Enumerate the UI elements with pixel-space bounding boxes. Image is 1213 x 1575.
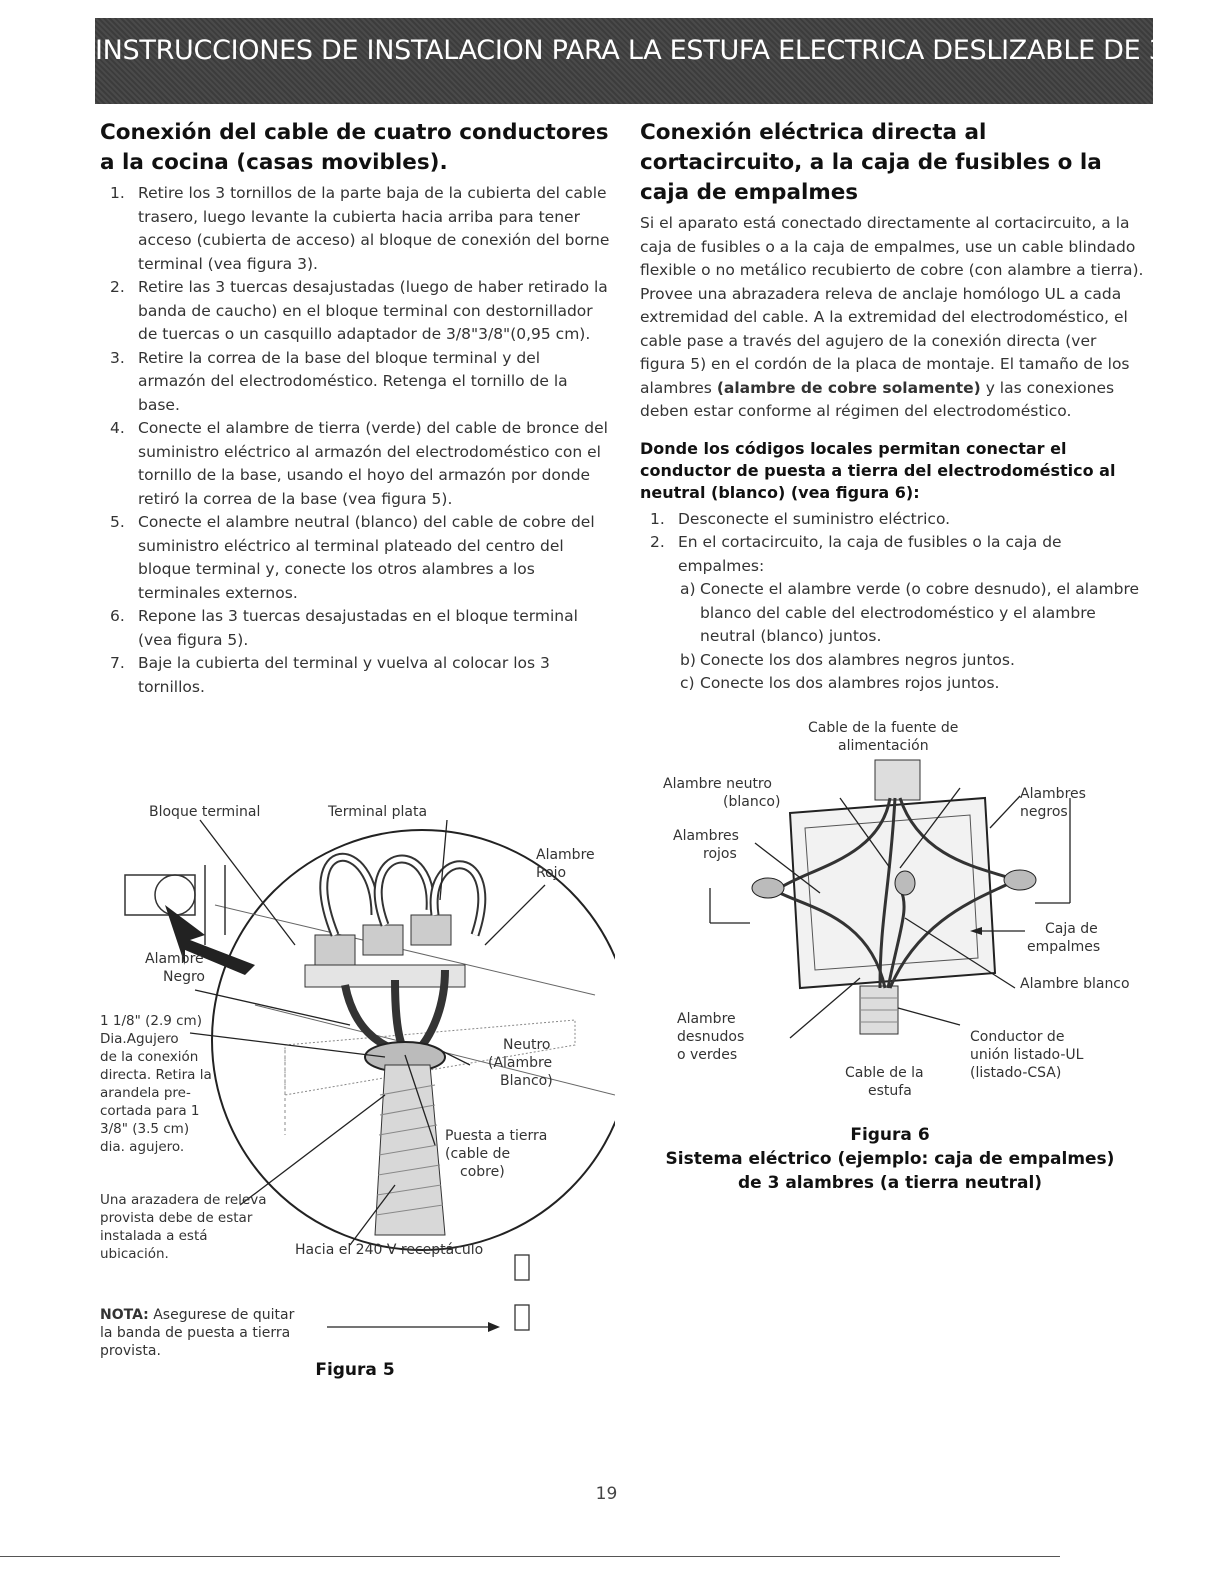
label-alambre-neutro-2: (blanco) [723, 794, 781, 810]
label-bloque-terminal: Bloque terminal [149, 804, 261, 820]
figure-6-caption-1: Figura 6 [850, 1125, 930, 1145]
label-conductor-union: Conductor de [970, 1029, 1065, 1045]
page-number: 19 [595, 1484, 618, 1504]
label-alambre-blanco: Alambre blanco [1020, 976, 1130, 992]
label-agujero-5: arandela pre- [100, 1085, 191, 1101]
list-item-number: c) [680, 674, 695, 692]
label-neutro-3: Blanco) [500, 1073, 553, 1089]
label-alambres-negros-2: negros [1020, 804, 1068, 820]
nota-line-1 [100, 1307, 294, 1324]
list-item [100, 652, 610, 699]
label-puesta-tierra: Puesta a tierra [445, 1128, 548, 1144]
label-alambres-rojos-2: rojos [703, 846, 737, 862]
label-arazadera-1: Una arazadera de releva [100, 1192, 267, 1208]
list-item-number: 1. [110, 184, 125, 202]
list-item-text: Retire la correa de la base del bloque terminal y del armazón del electrodoméstico. Retenga el tornillo de la base. [138, 348, 568, 414]
label-agujero-7: 3/8" (3.5 cm) [100, 1121, 190, 1137]
figure-6-caption-2: Sistema eléctrico (ejemplo: caja de empalmes) [665, 1149, 1115, 1169]
label-conductor-union-3: (listado-CSA) [970, 1065, 1062, 1081]
list-item-text: Retire las 3 tuercas desajustadas (luego de haber retirado la banda de caucho) en el bloque terminal con destornillador de tuercas o un casquillo adaptador de 3/8"3/8"(0,95 cm). [138, 278, 608, 343]
list-item [640, 508, 1145, 532]
label-cable-estufa: Cable de la [845, 1065, 924, 1081]
figure-6-caption-3: de 3 alambres (a tierra neutral) [737, 1173, 1043, 1193]
list-item-number: b) [680, 650, 696, 669]
list-item-text: Retire los 3 tornillos de la parte baja de la cubierta del cable trasero, luego levante la cubierta hacia arriba para tener acceso (cubierta de acceso) al bloque de conexión del borne terminal (vea figura 3). [138, 184, 610, 273]
left-column [100, 118, 610, 699]
list-item-number: 2. [650, 533, 665, 551]
label-agujero-4: directa. Retira la [100, 1067, 212, 1083]
list-item-text: Conecte el alambre de tierra (verde) del cable de bronce del suministro eléctrico al armazón del electrodoméstico con el tornillo de la base, usando el hoyo del armazón por donde retiró la correa de la base (vea figura 5). [138, 419, 608, 508]
list-item-text: Baje la cubierta del terminal y vuelva al colocar los 3 tornillos. [138, 654, 550, 696]
list-item [640, 672, 1145, 696]
list-item [100, 182, 610, 276]
label-caja-empalmes-2: empalmes [1027, 939, 1101, 955]
label-alambre-desnudos: Alambre [677, 1011, 736, 1027]
list-item-text: Conecte los dos alambres rojos juntos. [700, 674, 1000, 692]
list-item-number: 7. [110, 654, 125, 672]
label-agujero-8: dia. agujero. [100, 1139, 185, 1155]
right-subheading: Donde los códigos locales permitan conectar el conductor de puesta a tierra del electrodoméstico al neutral (blanco) (vea figura 6): [640, 438, 1116, 502]
label-alambre-desnudos-2: desnudos [677, 1029, 745, 1045]
list-item-number: 3. [110, 348, 125, 367]
right-column [640, 118, 1145, 696]
list-item-text: Conecte los dos alambres negros juntos. [700, 650, 1015, 669]
figure-6 [660, 718, 1160, 1208]
label-arazadera-2: provista debe de estar [100, 1210, 253, 1226]
label-puesta-tierra-2: (cable de [445, 1146, 511, 1162]
label-terminal-plata: Terminal plata [328, 804, 428, 820]
label-cable-fuente-2: alimentación [838, 738, 929, 754]
label-alambres-rojos: Alambres [673, 828, 739, 844]
label-arazadera-3: instalada a está [100, 1228, 208, 1244]
list-item-text: Conecte el alambre neutral (blanco) del cable de cobre del suministro eléctrico al terminal plateado del centro del bloque terminal y, conecte los otros alambres a los terminales externos. [138, 513, 595, 602]
label-alambre-desnudos-3: o verdes [677, 1047, 738, 1063]
label-neutro-2: (Alambre [488, 1055, 553, 1071]
label-agujero-1: 1 1/8" (2.9 cm) [100, 1013, 202, 1029]
nota-line-3: provista. [100, 1343, 161, 1359]
list-item-text: Repone las 3 tuercas desajustadas en el bloque terminal (vea figura 5). [138, 607, 578, 649]
list-item-number: 1. [650, 509, 665, 528]
right-substeps-list [640, 578, 1145, 696]
label-arazadera-4: ubicación. [100, 1246, 169, 1262]
list-item-text: Desconecte el suministro eléctrico. [678, 509, 951, 528]
label-agujero-3: de la conexión [100, 1049, 199, 1065]
label-hacia-receptaculo: Hacia el 240 V receptáculo [295, 1242, 484, 1258]
list-item [100, 511, 610, 605]
label-conductor-union-2: unión listado-UL [970, 1047, 1084, 1063]
label-agujero-2: Dia.Agujero [100, 1031, 179, 1047]
nota-bold: NOTA: [100, 1307, 149, 1323]
label-alambre-negro: Alambre [145, 951, 204, 967]
list-item-number: 2. [110, 278, 125, 296]
list-item-text: En el cortacircuito, la caja de fusibles o la caja de empalmes: [678, 533, 1062, 575]
list-item [100, 417, 610, 511]
figure-5 [95, 795, 615, 1395]
label-cable-estufa-2: estufa [868, 1083, 912, 1099]
list-item-number: 6. [110, 607, 125, 625]
list-item [640, 649, 1145, 673]
list-item [100, 605, 610, 652]
list-item [100, 276, 610, 347]
header-banner [95, 18, 1195, 104]
figure-5-caption: Figura 5 [315, 1360, 395, 1380]
label-alambre-rojo-2: Rojo [536, 865, 567, 881]
label-caja-empalmes: Caja de [1045, 921, 1098, 937]
list-item [640, 578, 1145, 649]
label-puesta-tierra-3: cobre) [460, 1164, 505, 1180]
list-item [640, 531, 1145, 578]
page-title: INSTRUCCIONES DE INSTALACION PARA LA ESTUFA ELECTRICA DESLIZABLE DE 30" [95, 35, 1195, 66]
label-alambre-neutro: Alambre neutro [663, 776, 772, 792]
left-heading: Conexión del cable de cuatro conductores a la cocina (casas movibles). [100, 120, 609, 175]
right-heading: Conexión eléctrica directa al cortacircuito, a la caja de fusibles o la caja de empalmes [640, 120, 1102, 205]
right-paragraph: Si el aparato está conectado directamente al cortacircuito, a la caja de fusibles o a la caja de empalmes, use un cable blindado flexible o no metálico recubierto de cobre (con alambre a tierra). Provee una abrazadera releva de anclaje homólogo UL a cada extremidad del cable. A la extremidad del electrodoméstico, el cable pase a través del agujero de la conexión directa (ver figura 5) en el cordón de la placa de montaje. El tamaño de los alambres (alambre de cobre solamente) y las conexiones deben estar conforme al régimen del electrodoméstico. [640, 214, 1144, 420]
nota-line-2: la banda de puesta a tierra [100, 1325, 291, 1341]
label-agujero-6: cortada para 1 [100, 1103, 200, 1119]
label-neutro: Neutro [503, 1037, 551, 1053]
footer-rule [0, 1556, 1060, 1557]
left-steps-list [100, 182, 610, 699]
label-cable-fuente: Cable de la fuente de [808, 720, 959, 736]
label-alambre-negro-2: Negro [163, 969, 205, 985]
right-steps-list [640, 508, 1145, 579]
list-item-text: Conecte el alambre verde (o cobre desnudo), el alambre blanco del cable del electrodoméstico y el alambre neutral (blanco) juntos. [700, 580, 1140, 645]
list-item-number: a) [680, 580, 696, 598]
list-item [100, 347, 610, 418]
list-item-number: 5. [110, 513, 125, 531]
label-alambres-negros: Alambres [1020, 786, 1086, 802]
list-item-number: 4. [110, 419, 125, 437]
nota-text-1: Asegurese de quitar [148, 1307, 295, 1323]
label-alambre-rojo: Alambre [536, 847, 595, 863]
